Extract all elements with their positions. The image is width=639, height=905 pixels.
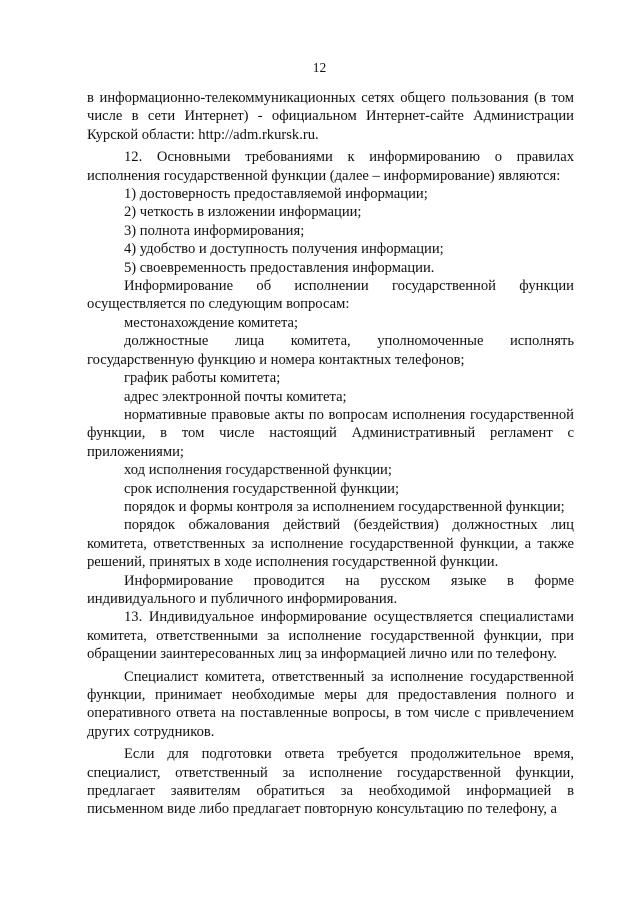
- paragraph-long-answer: Если для подготовки ответа требуется продолжительное время, специалист, ответственный за исполнение государственной функции, предлагает заявителям обратиться за необходимой информацией в письменном виде либо предлагает повторную консультацию по телефону, а: [87, 746, 574, 818]
- document-body: [87, 89, 574, 819]
- paragraph-13-individual: 13. Индивидуальное информирование осуществляется специалистами комитета, ответственными за исполнение государственной функции, при обращении заинтересованных лиц за информацией лично или по телефону.: [87, 609, 574, 663]
- paragraph-language: Информирование проводится на русском языке в форме индивидуального и публичного информирования.: [87, 572, 574, 607]
- list-item-control: порядок и формы контроля за исполнением государственной функции;: [124, 498, 565, 515]
- list-item-schedule: график работы комитета;: [124, 370, 281, 387]
- list-item-reliability: 1) достоверность предоставляемой информации;: [124, 186, 428, 203]
- list-item-regulations: нормативные правовые акты по вопросам исполнения государственной функции, в том числе настоящий Административный регламент с приложениями;: [87, 406, 574, 460]
- page-number: 12: [312, 60, 327, 75]
- paragraph-12-requirements: 12. Основными требованиями к информированию о правилах исполнения государственной функции (далее – информирование) являются:: [87, 149, 574, 184]
- list-item-timeliness: 5) своевременность предоставления информации.: [124, 259, 435, 276]
- list-item-accessibility: 4) удобство и доступность получения информации;: [124, 241, 444, 258]
- paragraph-specialist: Специалист комитета, ответственный за исполнение государственной функции, принимает необходимые меры для предоставления полного и оперативного ответа на поставленные вопросы, в том числе с привлечением других сотрудников.: [87, 668, 574, 740]
- list-item-completeness: 3) полнота информирования;: [124, 222, 305, 239]
- list-item-progress: ход исполнения государственной функции;: [124, 462, 392, 479]
- list-item-deadline: срок исполнения государственной функции;: [124, 480, 399, 497]
- list-item-email: адрес электронной почты комитета;: [124, 388, 347, 405]
- paragraph-informing-questions: Информирование об исполнении государственной функции осуществляется по следующим вопросам:: [87, 278, 574, 313]
- list-item-location: местонахождение комитета;: [124, 314, 299, 331]
- list-item-clarity: 2) четкость в изложении информации;: [124, 204, 362, 221]
- paragraph-internet-site: в информационно-телекоммуникационных сетях общего пользования (в том числе в сети Интернет) - официальном Интернет-сайте Администрации Курской области: http://adm.rkursk.ru.: [87, 90, 574, 143]
- list-item-appeal: порядок обжалования действий (бездействия) должностных лиц комитета, ответственных за исполнение государственной функции, а также решений, принятых в ходе исполнения государственной функции.: [87, 517, 574, 571]
- list-item-officials: должностные лица комитета, уполномоченные исполнять государственную функцию и номера контактных телефонов;: [87, 333, 574, 368]
